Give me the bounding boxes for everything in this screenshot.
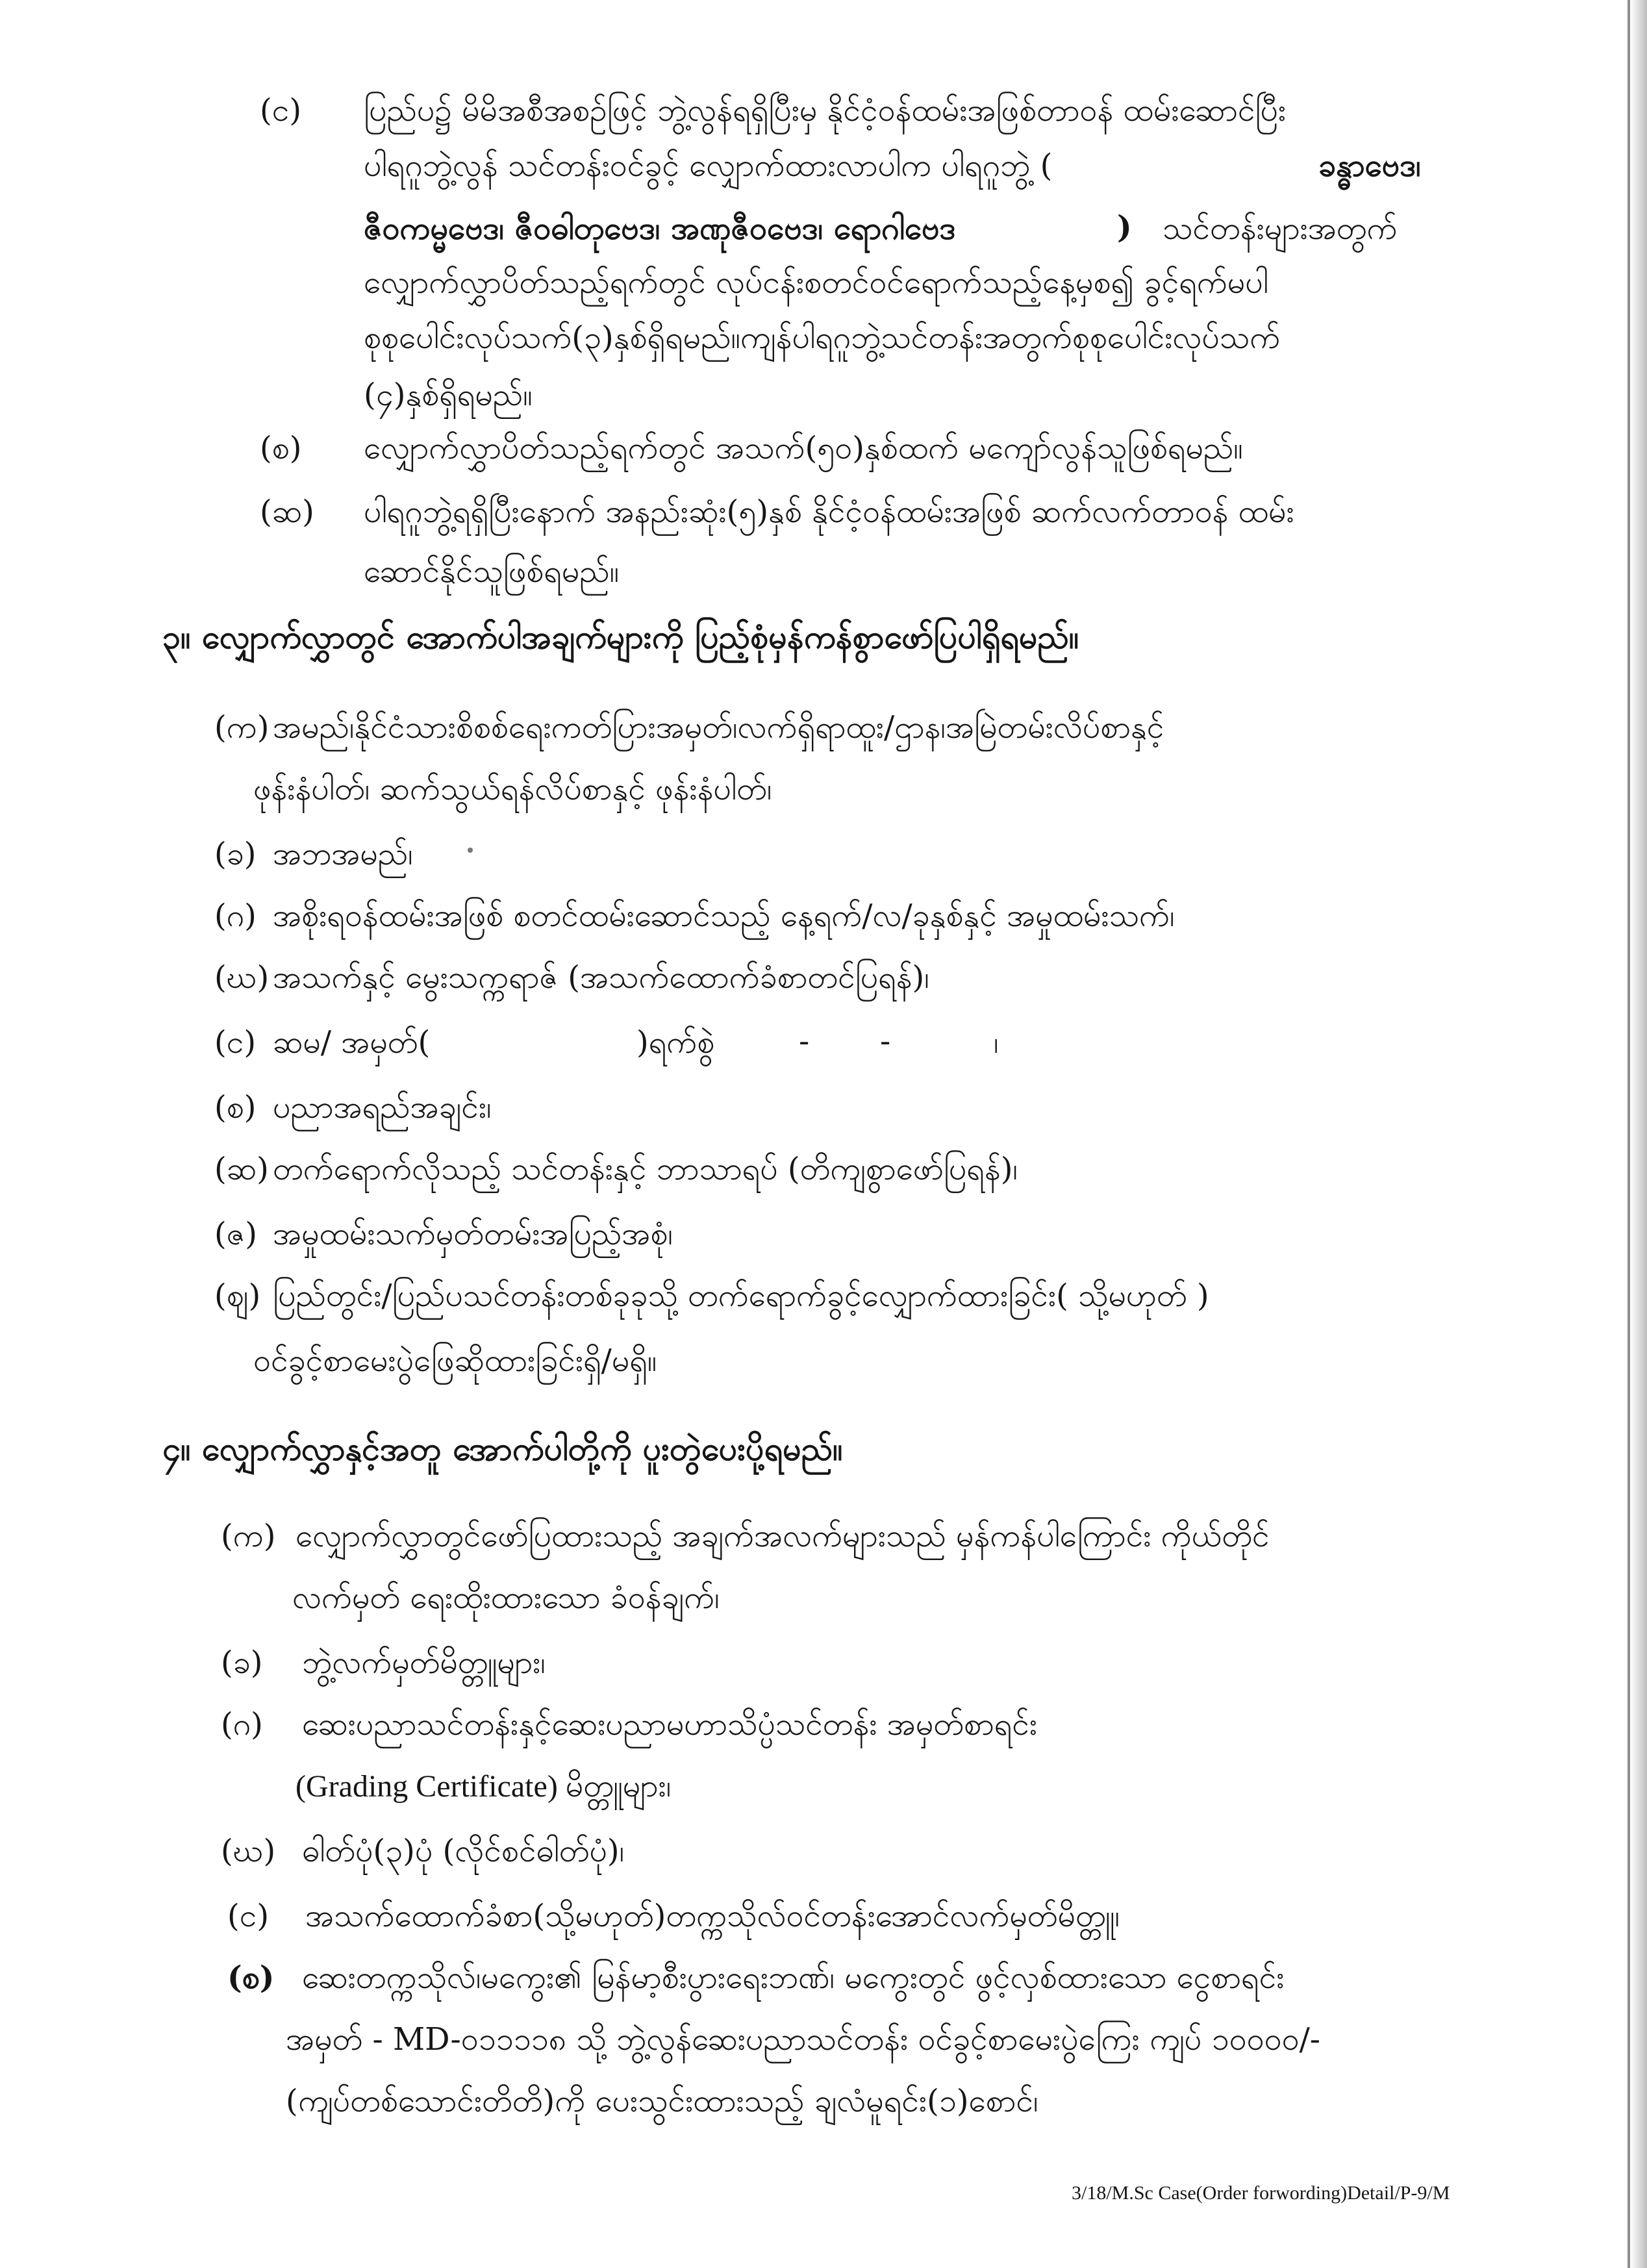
bold-specialties: ခန္ဓာဗေဒ၊ xyxy=(1318,147,1421,184)
item-marker: (င) xyxy=(227,1898,270,1934)
item-nga-part: ဆမ/ အမှတ်( xyxy=(273,1024,431,1061)
item-marker: (ခ) xyxy=(221,1644,263,1681)
item-marker: (စ) xyxy=(260,430,302,466)
item-marker: (စ) xyxy=(214,1089,257,1126)
item-line: အမှတ် - MD-၀၁၁၁၁၈ သို့ ဘွဲ့လွန်ဆေးပညာသင်တန်း ဝင်ခွင့်စာမေးပွဲကြေး ကျပ် ၁၀၀၀၀/- xyxy=(286,2021,1320,2058)
item-marker: (ဇ) xyxy=(214,1216,257,1252)
item-line: တက်ရောက်လိုသည့် သင်တန်းနှင့် ဘာသာရပ် (တိကျစွာဖော်ပြရန်)၊ xyxy=(273,1151,1018,1187)
item-marker: (စ) xyxy=(227,1959,275,1996)
section-4-heading: ၄။ လျှောက်လွှာနှင့်အတူ အောက်ပါတို့ကို ပူးတွဲပေးပို့ရမည်။ xyxy=(162,1430,843,1468)
item-marker: (င) xyxy=(260,92,302,129)
item-line: (၄)နှစ်ရှိရမည်။ xyxy=(364,377,533,413)
item-nga-part: )ရက်စွဲ xyxy=(636,1024,715,1061)
item-line: အသက်ထောက်ခံစာ(သို့မဟုတ်)တက္ကသိုလ်ဝင်တန်းအောင်လက်မှတ်မိတ္တူ၊ xyxy=(305,1898,1120,1934)
item-line: ပါရဂူဘွဲ့လွန် သင်တန်းဝင်ခွင့် လျှောက်ထားလာပါက ပါရဂူဘွဲ့ ( xyxy=(364,147,1053,184)
item-marker: (ခ) xyxy=(214,836,257,872)
item-nga-part: - xyxy=(799,1023,810,1059)
bold-specialties: ဇီဝကမ္မဗေဒ၊ ဇီဝဓါတုဗေဒ၊ အဏုဇီဝဗေဒ၊ ရောဂါဗေဒ xyxy=(364,210,956,247)
item-line: ဆောင်နိုင်သူဖြစ်ရမည်။ xyxy=(364,553,620,590)
item-line: ပညာအရည်အချင်း၊ xyxy=(273,1089,492,1126)
item-marker: (ဂ) xyxy=(221,1706,263,1743)
item-line: သင်တန်းများအတွက် xyxy=(1163,210,1398,247)
item-nga-part: ၊ xyxy=(994,1024,999,1061)
bold-close: ) xyxy=(1117,209,1132,246)
item-marker: (က) xyxy=(221,1518,276,1554)
item-marker: (ဆ) xyxy=(214,1151,269,1187)
item-line: ဓါတ်ပုံ(၃)ပုံ (လိုင်စင်ဓါတ်ပုံ)၊ xyxy=(302,1833,625,1869)
item-line: လက်မှတ် ရေးထိုးထားသော ခံဝန်ချက်၊ xyxy=(292,1580,720,1616)
item-line: ပါရဂူဘွဲ့ရရှိပြီးနောက် အနည်းဆုံး(၅)နှစ် နိုင်ငံ့ဝန်ထမ်းအဖြစ် ဆက်လက်တာဝန် ထမ်း xyxy=(364,494,1294,530)
item-nga-part: - xyxy=(880,1023,891,1059)
item-marker: (က) xyxy=(214,709,270,746)
item-marker: (ဆ) xyxy=(260,494,314,530)
item-line: (ကျပ်တစ်သောင်းတိတိ)ကို ပေးသွင်းထားသည့် ချလံမူရင်း(၁)စောင်၊ xyxy=(286,2083,1038,2119)
item-line: အဘအမည်၊ xyxy=(273,836,413,872)
item-line: စုစုပေါင်းလုပ်သက်(၃)နှစ်ရှိရမည်။ကျန်ပါရဂူဘွဲ့သင်တန်းအတွက်စုစုပေါင်းလုပ်သက် xyxy=(364,320,1281,356)
item-line: ဘွဲ့လက်မှတ်မိတ္တူများ၊ xyxy=(302,1644,546,1681)
item-line: ဖုန်းနံပါတ်၊ ဆက်သွယ်ရန်လိပ်စာနှင့် ဖုန်းနံပါတ်၊ xyxy=(253,771,772,807)
item-line: အသက်နှင့် မွေးသက္ကရာဇ် (အသက်ထောက်ခံစာတင်ပြရန်)၊ xyxy=(273,959,929,996)
item-line: အမှုထမ်းသက်မှတ်တမ်းအပြည့်အစုံ၊ xyxy=(273,1216,673,1252)
item-line: (Grading Certificate) မိတ္တူများ၊ xyxy=(295,1769,672,1804)
page-edge-shadow xyxy=(1630,0,1647,2268)
item-line: ပြည်ပ၌ မိမိအစီအစဉ်ဖြင့် ဘွဲ့လွန်ရရှိပြီးမှ နိုင်ငံ့ဝန်ထမ်းအဖြစ်တာဝန် ထမ်းဆောင်ပြီး xyxy=(364,92,1287,129)
item-line: ဆေးတက္ကသိုလ်၊မကွေး၏ မြန်မာ့စီးပွားရေးဘဏ်၊ မကွေးတွင် ဖွင့်လှစ်ထားသော ငွေစာရင်း xyxy=(302,1959,1285,1996)
item-marker: (ဈ) xyxy=(214,1278,261,1314)
item-line: လျှောက်လွှာပိတ်သည့်ရက်တွင် အသက်(၅၀)နှစ်ထက် မကျော်လွန်သူဖြစ်ရမည်။ xyxy=(364,430,1243,466)
item-marker: (င) xyxy=(214,1024,257,1061)
item-line: ဝင်ခွင့်စာမေးပွဲဖြေဆိုထားခြင်းရှိ/မရှိ။ xyxy=(253,1342,657,1379)
footer-reference: 3/18/M.Sc Case(Order forwording)Detail/P-9/M xyxy=(1072,2182,1450,2204)
stray-mark xyxy=(468,848,473,853)
item-marker: (ဃ) xyxy=(221,1833,276,1869)
item-line: ပြည်တွင်း/ပြည်ပသင်တန်းတစ်ခုခုသို့ တက်ရောက်ခွင့်လျှောက်ထားခြင်း( သို့မဟုတ် ) xyxy=(273,1278,1209,1314)
item-marker: (ဃ) xyxy=(214,959,270,996)
item-line: လျှောက်လွှာတွင်ဖော်ပြထားသည့် အချက်အလက်များသည် မှန်ကန်ပါကြောင်း ကိုယ်တိုင် xyxy=(295,1518,1270,1554)
section-3-heading: ၃။ လျှောက်လွှာတွင် အောက်ပါအချက်များကို ပြည့်စုံမှန်ကန်စွာဖော်ပြပါရှိရမည်။ xyxy=(162,618,1079,656)
item-line: ဆေးပညာသင်တန်းနှင့်ဆေးပညာမဟာသိပ္ပံသင်တန်း အမှတ်စာရင်း xyxy=(302,1706,1038,1743)
item-line: အစိုးရဝန်ထမ်းအဖြစ် စတင်ထမ်းဆောင်သည့် နေ့ရက်/လ/ခုနှစ်နှင့် အမှုထမ်းသက်၊ xyxy=(273,898,1175,934)
item-line: လျှောက်လွှာပိတ်သည့်ရက်တွင် လုပ်ငန်းစတင်ဝင်ရောက်သည့်နေ့မှစ၍ ခွင့်ရက်မပါ xyxy=(364,264,1268,301)
item-line: အမည်၊နိုင်ငံသားစိစစ်ရေးကတ်ပြားအမှတ်၊လက်ရှိရာထူး/ဌာန၊အမြဲတမ်းလိပ်စာနှင့် xyxy=(273,709,1164,746)
item-marker: (ဂ) xyxy=(214,898,257,934)
